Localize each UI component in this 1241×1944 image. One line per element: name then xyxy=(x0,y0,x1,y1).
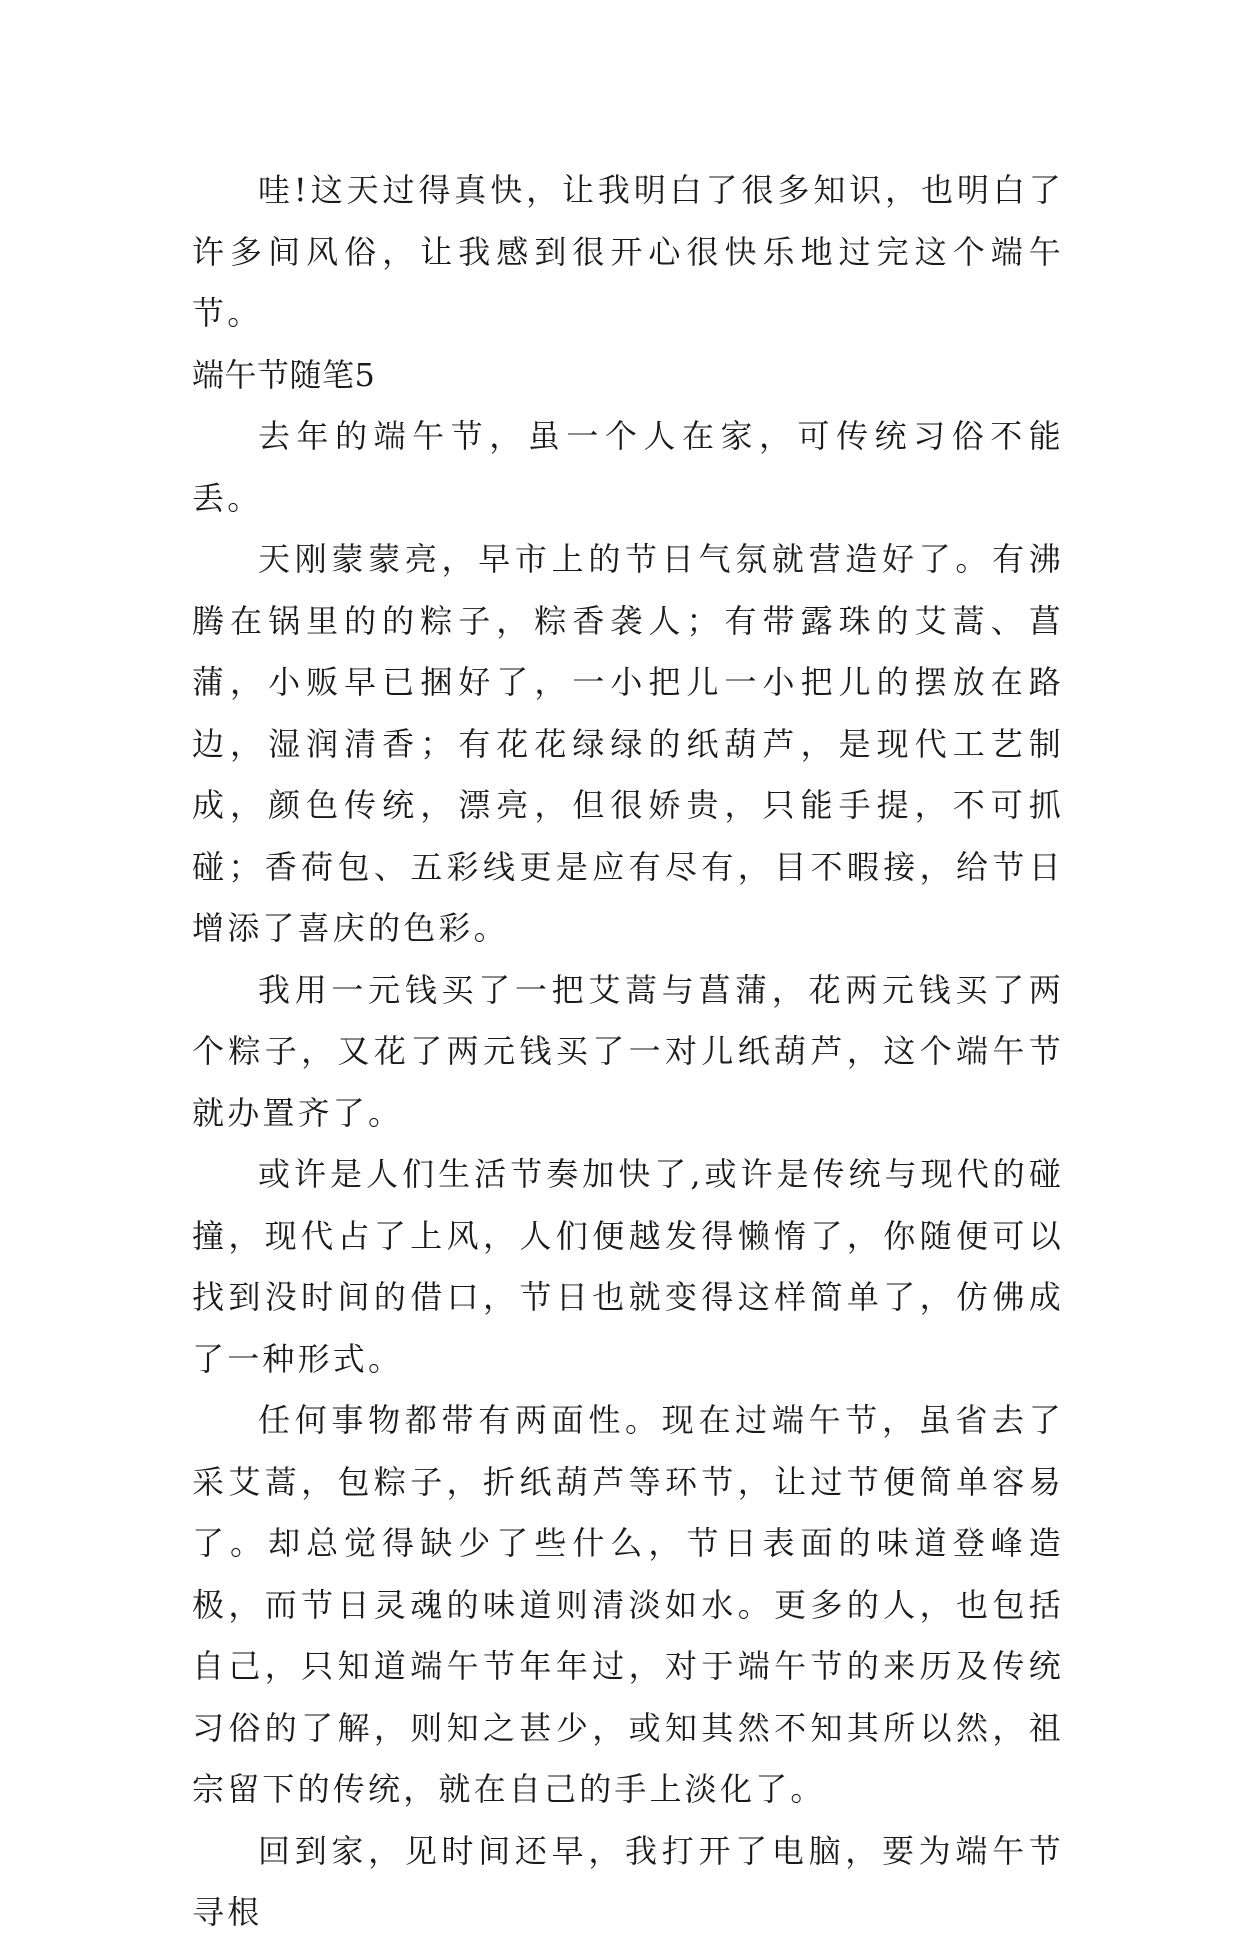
document-page xyxy=(192,160,1064,1944)
paragraph-7: 回到家，见时间还早，我打开了电脑，要为端午节寻根 xyxy=(192,1831,1064,1931)
section-heading: 端午节随笔5 xyxy=(192,355,376,394)
paragraph-2: 去年的端午节，虽一个人在家，可传统习俗不能丢。 xyxy=(192,417,1064,517)
paragraph-6: 任何事物都带有两面性。现在过端午节，虽省去了采艾蒿，包粽子，折纸葫芦等环节，让过节便简单容易了。却总觉得缺少了些什么，节日表面的味道登峰造极，而节日灵魂的味道则清淡如水。更多的人，也包括自己，只知道端午节年年过，对于端午节的来历及传统习俗的了解，则知之甚少，或知其然不知其所以然，祖宗留下的传统，就在自己的手上淡化了。 xyxy=(192,1401,1064,1808)
paragraph-1: 哇!这天过得真快，让我明白了很多知识，也明白了许多间风俗，让我感到很开心很快乐地过完这个端午节。 xyxy=(192,171,1064,332)
paragraph-3: 天刚蒙蒙亮，早市上的节日气氛就营造好了。有沸腾在锅里的的粽子，粽香袭人；有带露珠的艾蒿、菖蒲，小贩早已捆好了，一小把儿一小把儿的摆放在路边，湿润清香；有花花绿绿的纸葫芦，是现代工艺制成，颜色传统，漂亮，但很娇贵，只能手提，不可抓碰；香荷包、五彩线更是应有尽有，目不暇接，给节日增添了喜庆的色彩。 xyxy=(192,540,1064,947)
paragraph-5: 或许是人们生活节奏加快了,或许是传统与现代的碰撞，现代占了上风，人们便越发得懒惰了，你随便可以找到没时间的借口，节日也就变得这样简单了，仿佛成了一种形式。 xyxy=(192,1155,1064,1378)
paragraph-4: 我用一元钱买了一把艾蒿与菖蒲，花两元钱买了两个粽子，又花了两元钱买了一对儿纸葫芦，这个端午节就办置齐了。 xyxy=(192,970,1064,1132)
